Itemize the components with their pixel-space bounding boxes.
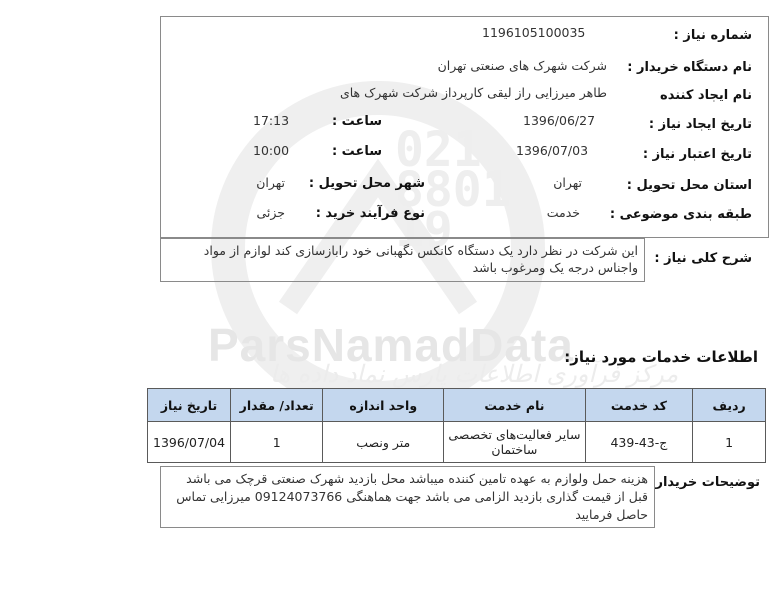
col-row-number: ردیف bbox=[693, 389, 766, 422]
province-value: تهران bbox=[553, 175, 582, 190]
buyer-notes-label: توضیحات خریدار bbox=[655, 475, 760, 490]
services-table bbox=[147, 388, 766, 463]
description-label: شرح کلی نیاز : bbox=[654, 251, 752, 266]
need-number-value: 1196105100035 bbox=[482, 25, 586, 40]
need-number-label: شماره نیاز : bbox=[673, 28, 752, 43]
col-unit: واحد اندازه bbox=[323, 389, 444, 422]
city-label: شهر محل تحویل : bbox=[308, 176, 425, 191]
col-need-date: تاریخ نیاز bbox=[148, 389, 231, 422]
services-header-row bbox=[148, 389, 766, 422]
created-date-value: 1396/06/27 bbox=[523, 113, 596, 128]
creator-value: طاهر میرزایی راز لیقی کارپرداز شرکت شهرک های bbox=[339, 85, 607, 100]
validity-date-label: تاریخ اعتبار نیاز : bbox=[642, 147, 752, 162]
purchase-type-label: نوع فرآیند خرید : bbox=[315, 206, 425, 221]
city-value: تهران bbox=[256, 175, 285, 190]
category-value: خدمت bbox=[546, 205, 580, 220]
services-title: اطلاعات خدمات مورد نیاز: bbox=[564, 348, 758, 366]
col-service-code: کد خدمت bbox=[585, 389, 693, 422]
need-date-cell: 1396/07/04 bbox=[148, 422, 231, 463]
col-quantity: تعداد/ مقدار bbox=[231, 389, 323, 422]
watermark-slogan: مرکز فرآوری اطلاعات پارس نماد داده ها bbox=[270, 360, 679, 388]
watermark-digits: 021 8801 19 bbox=[395, 122, 511, 258]
created-time-label: ساعت : bbox=[331, 114, 382, 129]
purchase-type-value: جزئی bbox=[256, 205, 285, 220]
creator-label: نام ایجاد کننده bbox=[660, 88, 752, 103]
unit-cell: متر ونصب bbox=[323, 422, 444, 463]
service-code-cell: ج-43-439 bbox=[585, 422, 693, 463]
row-number-cell: 1 bbox=[693, 422, 766, 463]
validity-time-value: 10:00 bbox=[253, 143, 290, 158]
table-row bbox=[148, 422, 766, 463]
buyer-label: نام دستگاه خریدار : bbox=[627, 60, 752, 75]
buyer-value: شرکت شهرک های صنعتی تهران bbox=[437, 58, 607, 73]
validity-date-value: 1396/07/03 bbox=[516, 143, 589, 158]
buyer-notes-text: هزینه حمل ولوازم به عهده تامین کننده میباشد محل بازدید شهرک صنعتی قرچک می باشد قبل از قیمت گذاری بازدید الزامی می باشد جهت هماهنگی 09124073766 میرزایی تماس حاصل فرمایید bbox=[160, 466, 655, 528]
service-name-cell: سایر فعالیت‌های تخصصی ساختمان bbox=[444, 422, 585, 463]
quantity-cell: 1 bbox=[231, 422, 323, 463]
category-label: طبقه بندی موضوعی : bbox=[609, 207, 752, 222]
validity-time-label: ساعت : bbox=[331, 144, 382, 159]
description-text: این شرکت در نظر دارد یک دستگاه کانکس نگهبانی خود رابازسازی کند لوازم از مواد واجناس درجه یک ومرغوب باشد bbox=[160, 238, 645, 282]
col-service-name: نام خدمت bbox=[444, 389, 585, 422]
province-label: استان محل تحویل : bbox=[626, 178, 752, 193]
watermark-brand: ParsNamadData bbox=[208, 319, 574, 371]
created-date-label: تاریخ ایجاد نیاز : bbox=[648, 117, 752, 132]
created-time-value: 17:13 bbox=[253, 113, 290, 128]
